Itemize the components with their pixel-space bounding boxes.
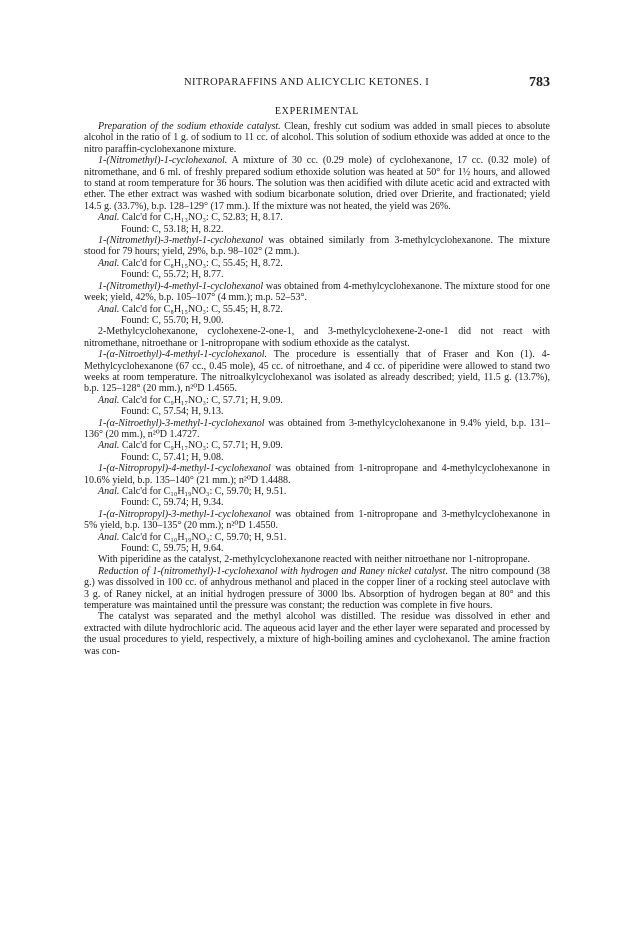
page-number: 783 (529, 75, 550, 90)
paragraph (84, 235, 550, 258)
paragraph-text: Found: C, 57.41; H, 9.08. (121, 451, 224, 463)
analysis-line (84, 440, 550, 451)
paragraph-text: With piperidine as the catalyst, 2-methylcyclohexanone reacted with neither nitroethane nor 1-nitropropane. (98, 554, 530, 566)
paragraph-text: Found: C, 59.74; H, 9.34. (121, 497, 224, 509)
paragraph (84, 611, 550, 657)
paragraph-title: 1-(Nitromethyl)-1-cyclohexanol. (98, 155, 228, 167)
paragraph-text: Calc'd for C₁₀H₁₉NO₃: C, 59.70; H, 9.51. (119, 531, 287, 543)
paragraph-text: 2-Methylcyclohexanone, cyclohexene-2-one-1, and 3-methylcyclohexene-2-one-1 did not react with nitromethane, nitroethane or 1-nitropropane with sodium ethoxide as the catalyst. (84, 326, 550, 349)
paragraph-text: Calc'd for C₉H₁₇NO₃: C, 57.71; H, 9.09. (119, 440, 283, 452)
paragraph-text: Calc'd for C₁₀H₁₉NO₃: C, 59.70; H, 9.51. (119, 486, 287, 497)
section-title: EXPERIMENTAL (274, 106, 360, 117)
paragraph (84, 566, 550, 612)
analysis-line (84, 395, 550, 406)
paragraph (84, 121, 550, 155)
paragraph (84, 281, 550, 304)
paragraph-text: Found: C, 55.72; H, 8.77. (121, 269, 224, 281)
found-line (84, 543, 550, 554)
paragraph-title: 1-(α-Nitropropyl)-3-methyl-1-cyclohexanol (98, 508, 271, 520)
paragraph (84, 463, 550, 486)
paragraph-title: Anal. (98, 440, 120, 452)
paragraph-title: Preparation of the sodium ethoxide catalyst. (98, 121, 281, 132)
paragraph-text: A mixture of 30 cc. (0.29 mole) of cyclohexanone, 17 cc. (0.32 mole) of nitromethane, and 6 ml. of freshly prepared sodium ethoxide solution was heated at 50° for 1½ hours, and allowed to stand at room temperature for 36 hours. The solution was then acidified with dilute acetic acid and extracted with ether. The ether extract was washed with sodium bicarbonate solution, dried over Drierite, and fractionated; yield 14.5 g. (33.7%), b.p. 128–129° (17 mm.). If the mixture was not heated, the yield was 26%. (84, 155, 550, 212)
paragraph-text: Found: C, 53.18; H, 8.22. (121, 223, 224, 235)
analysis-line (84, 304, 550, 315)
paragraph-text: The procedure is essentially that of Fraser and Kon (1). 4-Methylcyclohexanone (67 cc., 0.45 mole), 45 cc. of nitroethane, and 4 cc. of piperidine were allowed to stand two weeks at room temperature. The nitroalkylcyclohexanol was isolated as already described; yield, 11.5 g. (13.7%), b.p. 125–128° (20 mm.), n²⁰D 1.4565. (84, 349, 550, 395)
paragraph-title: Anal. (98, 394, 120, 406)
paragraph-text: The nitro compound (38 g.) was dissolved in 100 cc. of anhydrous methanol and placed in the copper liner of a rocking steel autoclave with 3 g. of Raney nickel, at an initial hydrogen pressure of 3000 lbs. Absorption of hydrogen began at 80° and this temperature was maintained until the pressure was constant; the reduction was complete in five hours. (84, 565, 550, 612)
paragraph-text: Found: C, 59.75; H, 9.64. (121, 543, 224, 555)
paragraph-text: was obtained from 4-methylcyclohexanone. The mixture stood for one week; yield, 42%, b.p. 105–107° (4 mm.); m.p. 52–53°. (84, 280, 550, 304)
paragraph (84, 349, 550, 395)
paragraph-title: Anal. (98, 257, 120, 269)
paragraph (84, 155, 550, 212)
paragraph-title: 1-(α-Nitropropyl)-4-methyl-1-cyclohexanol (98, 463, 271, 475)
analysis-line (84, 212, 550, 223)
paragraph-title: 1-(α-Nitroethyl)-4-methyl-1-cyclohexanol. (98, 349, 267, 361)
analysis-line (84, 532, 550, 543)
paragraph-text: Calc'd for C₇H₁₃NO₃: C, 52.83; H, 8.17. (119, 212, 283, 224)
page-header (84, 75, 550, 93)
found-line (84, 315, 550, 326)
paragraph-text: was obtained similarly from 3-methylcyclohexanone. The mixture stood for 79 hours; yield, 29%, b.p. 98–102° (2 mm.). (84, 235, 550, 258)
found-line (84, 406, 550, 417)
paragraph-text: Calc'd for C₈H₁₅NO₃: C, 55.45; H, 8.72. (119, 303, 283, 315)
running-title: NITROPARAFFINS AND ALICYCLIC KETONES. I (184, 77, 430, 88)
paragraph-text: The catalyst was separated and the methyl alcohol was distilled. The residue was dissolved in ether and extracted with dilute hydrochloric acid. The aqueous acid layer and the ether layer were separated and processed by the usual procedures to yield, respectively, a mixture of high-boiling amines and cyclohexanol. The amine fraction was con- (84, 611, 550, 657)
paragraph (84, 418, 550, 441)
paragraph-text: Calc'd for C₉H₁₇NO₃: C, 57.71; H, 9.09. (119, 394, 283, 406)
paragraph-title: Anal. (98, 486, 120, 497)
paragraph-title: Anal. (98, 531, 120, 543)
paragraph-text: Calc'd for C₈H₁₅NO₃: C, 55.45; H, 8.72. (119, 257, 283, 269)
body-text (84, 121, 550, 657)
paragraph-text: Clean, freshly cut sodium was added in small pieces to absolute alcohol in the ratio of 1 g. of sodium to 11 cc. of alcohol. This solution of sodium ethoxide was added at once to the nitro paraffin-cyclohexanone mixture. (84, 121, 550, 155)
paragraph-text: Found: C, 57.54; H, 9.13. (121, 406, 224, 418)
paragraph-text: Found: C, 55.70; H, 9.00. (121, 314, 224, 326)
paragraph-title: Anal. (98, 212, 120, 224)
analysis-line (84, 258, 550, 269)
paragraph-title: Anal. (98, 303, 120, 315)
paragraph-title: 1-(Nitromethyl)-3-methyl-1-cyclohexanol (98, 235, 264, 247)
found-line (84, 269, 550, 280)
paragraph (84, 509, 550, 532)
paragraph (84, 554, 550, 565)
paragraph-text: was obtained from 3-methylcyclohexanone in 9.4% yield, b.p. 131–136° (20 mm.), n²⁰D 1.4727. (84, 417, 550, 440)
paragraph-title: 1-(α-Nitroethyl)-3-methyl-1-cyclohexanol (98, 417, 265, 429)
found-line (84, 452, 550, 463)
paragraph-title: 1-(Nitromethyl)-4-methyl-1-cyclohexanol (98, 280, 264, 292)
found-line (84, 497, 550, 508)
paragraph-title: Reduction of 1-(nitromethyl)-1-cyclohexanol with hydrogen and Raney nickel catalyst. (98, 565, 448, 577)
analysis-line (84, 486, 550, 497)
paragraph-text: was obtained from 1-nitropropane and 3-methylcyclohexanone in 5% yield, b.p. 130–135° (20 mm.); n²⁰D 1.4550. (84, 508, 550, 532)
found-line (84, 224, 550, 235)
paragraph-text: was obtained from 1-nitropropane and 4-methylcyclohexanone in 10.6% yield, b.p. 135–140° (21 mm.); n²⁰D 1.4488. (84, 463, 550, 486)
paragraph (84, 326, 550, 349)
